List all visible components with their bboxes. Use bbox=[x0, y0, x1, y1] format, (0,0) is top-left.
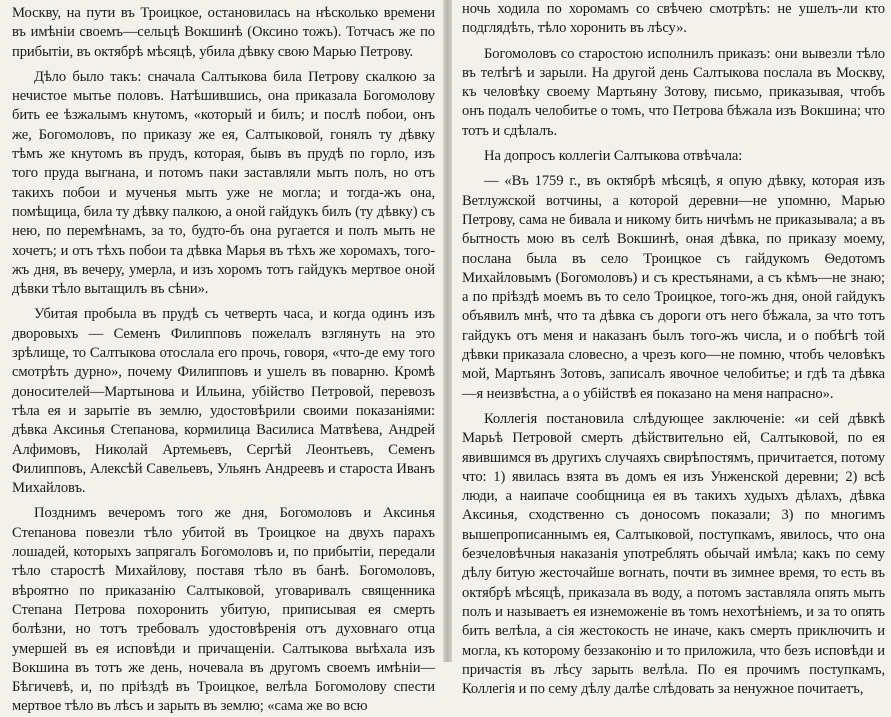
book-gutter bbox=[443, 0, 452, 662]
left-paragraph-1: Москву, на пути въ Троицкое, остановилась на нѣсколько времени въ имѣніи своемъ—сельцѣ Вокшинѣ (Оксино тожъ). Тотчасъ же по прибытіи, въ октябрѣ мѣсяцѣ, убила дѣвку свою Марью Петрову. bbox=[12, 5, 435, 60]
right-paragraph-4: — «Въ 1759 г., въ октябрѣ мѣсяцѣ, я опую дѣвку, которая изъ Ветлужской вотчины, а которой деревни—не упомню, Марью Петрову, сама не бивала и никому бить ничѣмъ не приказывала; а въ бытность мою въ селѣ Вокшинѣ, оная дѣвка, по приказу моему, послана была въ село Троицкое съ гайдукомъ Ѳедотомъ Михайловымъ (Богомоловъ) и съ крестьянами, а съ кѣмъ—не знаю; а по пріѣздѣ моемъ въ то село Троицкое, того-жъ дня, оной гайдукъ объявилъ мнѣ, что та дѣвка съ дороги отъ него бѣжала, за что тотъ гайдукъ отъ меня и наказанъ былъ того-жъ числа, и о побѣгѣ той дѣвки приказала словесно, а чрезъ кого—не помню, чтобъ человѣкъ мой, Мартьянъ Зотовъ, записалъ явочное челобитье; и гдѣ та дѣвка—я неизвѣстна, а о убійствѣ ея показано на меня напрасно». bbox=[462, 173, 885, 402]
right-paragraph-3: На допросъ коллегіи Салтыкова отвѣчала: bbox=[484, 148, 743, 165]
right-page bbox=[452, 0, 891, 698]
left-paragraph-3: Убитая пробыла въ прудѣ съ четверть часа, и когда одинъ изъ дворовыхъ — Семенъ Филипповъ пожелалъ взглянуть на это зрѣлище, то Салтыкова отослала его прочь, говоря, «что-де ему того смотрѣть дурно», почему Филипповъ и ушелъ въ поварню. Кромѣ доносителей—Мартынова и Ильина, убійство Петровой, перевозъ тѣла ея и зарытіе въ землю, удостовѣрили своими показаніями: дѣвка Аксинья Степанова, кормилица Василиса Матвѣева, Андрей Алфимовъ, Николай Артемьевъ, Сергѣй Леонтьевъ, Семенъ Филипповъ, Алексѣй Савельевъ, Ульянъ Андреевъ и староста Иванъ Михайловъ. bbox=[12, 306, 435, 497]
left-paragraph-2: Дѣло было такъ: сначала Салтыкова била Петрову скалкою за нечистое мытье половъ. Натѣшившись, она приказала Богомолову бить ее ѣзжалымъ кнутомъ, «который и билъ; и послѣ побои, онъ же, Богомоловъ, по приказу же ея, Салтыковой, гонялъ ту дѣвку тѣмъ же кнутомъ въ прудъ, которая, бывъ въ прудѣ по горло, изъ того пруда выгнана, и потомъ паки заставляли мыть полъ, но отъ такихъ побои и мученья мыть уже не могла; и тогда-жъ она, помѣщица, била ту дѣвку палкою, а оной гайдукъ билъ (ту дѣвку) съ нею, по перемѣнамъ, за то, будто-бъ она ругается и полъ мыть не хочетъ; и отъ тѣхъ побои та дѣвка Марья въ тѣхъ же хоромахъ, того-жъ дня, въ вечеру, умерла, и изъ хоромъ тотъ гайдукъ мертвое оной дѣвки тѣло вытащилъ въ сѣни». bbox=[12, 68, 435, 298]
left-paragraph-4: Позднимъ вечеромъ того же дня, Богомоловъ и Аксинья Степанова повезли тѣло убитой въ Троицкое на двухъ парахъ лошадей, которыхъ запрягалъ Богомоловъ и, по прибытіи, передали тѣло старостѣ Михайлову, поставя тѣло въ банѣ. Богомоловъ, вѣроятно по приказанію Салтыковой, уговаривалъ священника Степана Петрова похоронить убитую, приписывая ея смерть болѣзни, но тотъ требовалъ удостовѣренія отъ духовнаго отца умершей въ ея исповѣди и причащеніи. Салтыкова выѣхала изъ Вокшина въ тотъ же день, ночевала въ другомъ своемъ имѣніи—Бѣгичевѣ, и, по пріѣздѣ въ Троицкое, велѣла Богомолову спести мертвое тѣло въ лѣсъ и зарыть въ землю; «сама же во всю bbox=[12, 505, 435, 715]
left-page bbox=[0, 0, 443, 715]
right-paragraph-2: Богомоловъ со старостою исполнилъ приказъ: они вывезли тѣло въ телѣгѣ и зарыли. На другой день Салтыкова послала въ Москву, къ человѣку своему Мартьяну Зотову, письмо, приказывая, чтобъ онъ подалъ челобитье о томъ, что Петрова бѣжала изъ Вокшина; что тотъ и сдѣлалъ. bbox=[462, 45, 885, 139]
right-paragraph-1: ночь ходила по хоромамъ со свѣчею смотрѣть: не ушелъ-ли кто подглядѣть, тѣло хоронить въ лѣсу». bbox=[462, 1, 885, 37]
right-paragraph-5: Коллегія постановила слѣдующее заключеніе: «и сей дѣвкѣ Марьѣ Петровой смерть дѣйствительно ей, Салтыковой, по ея явившимся въ другихъ случаяхъ свирѣпостямъ, причитается, потому что: 1) явилась взята въ домъ ея изъ Унженской деревни; 2) всѣ люди, а наипаче сообщница ея въ такихъ худыхъ дѣлахъ, дѣвка Аксинья, сходственно съ доносомъ показали; 3) по многимъ вышепрописаннымъ ея, Салтыковой, поступкамъ, явилось, что она безчеловѣчныя наказанія употреблять обычай имѣла; какъ по сему дѣлу битую жесточайше вогнать, почти въ зимнее время, то есть въ октябрѣ мѣсяцѣ, приказала въ воду, а потомъ заставляла опять мыть полъ и называетъ ея изнеможеніе въ томъ нехотѣніемъ, и за то опять бить велѣла, а сія жестокость не иначе, какъ смерть приключить и могла, къ которому беззаконію и то приложила, что безъ исповѣди и причастія въ лѣсу зарыть велѣла. По ея прочимъ поступкамъ, Коллегія и по сему дѣлу далѣе слѣдовать за ненужное почитаетъ, bbox=[462, 410, 885, 698]
